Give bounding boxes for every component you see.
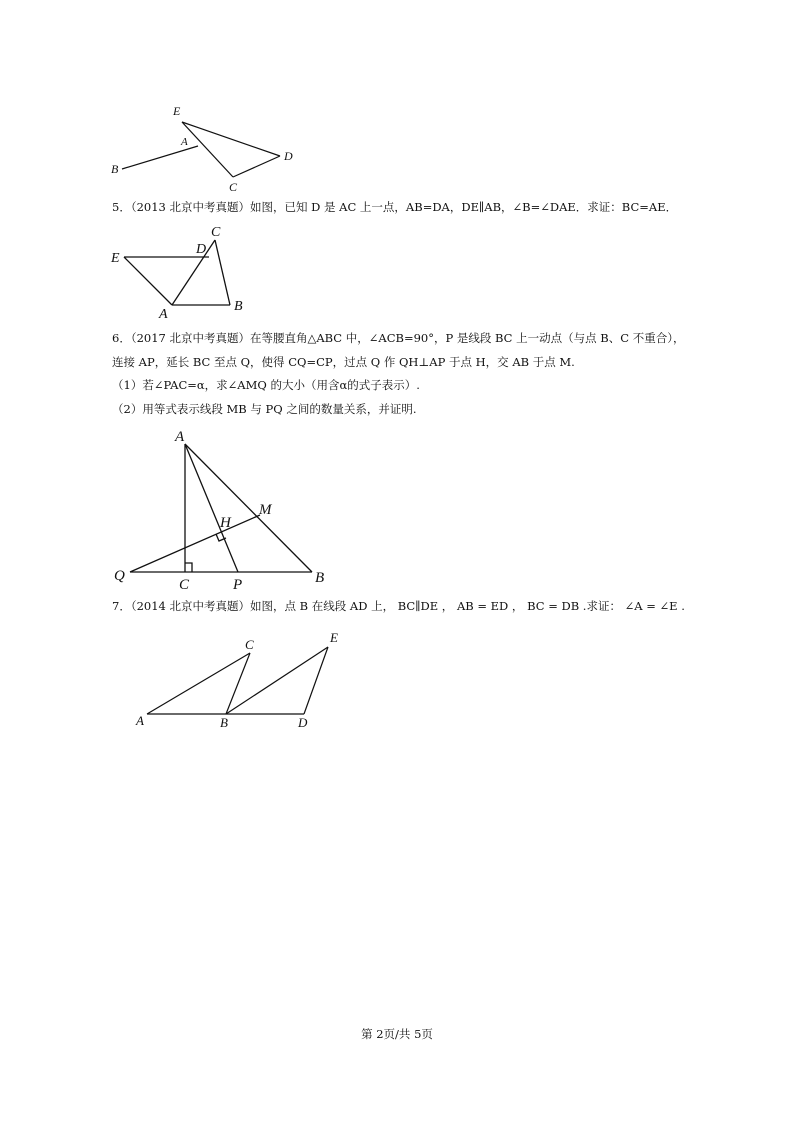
fig3-label-P: P (233, 577, 243, 593)
fig1-label-E: E (173, 104, 181, 118)
fig2-label-A: A (159, 307, 168, 322)
fig4-label-E: E (330, 630, 338, 645)
question-6-line-2: 连接 AP，延长 BC 至点 Q，使得 CQ=CP，过点 Q 作 QH⊥AP 于点 H，交 AB 于点 M. (112, 355, 575, 369)
question-6-line-1: 6．（2017 北京中考真题）在等腰直角△ABC 中，∠ACB=90°，P 是线段 BC 上一动点（与点 B、C 不重合）， (112, 331, 685, 345)
fig3-label-C: C (179, 577, 190, 593)
fig2-label-C: C (211, 225, 221, 240)
fig4-label-A: A (136, 713, 144, 728)
fig1-label-A: A (181, 136, 188, 148)
fig4-label-B: B (220, 715, 228, 730)
fig3-label-A: A (175, 429, 185, 445)
fig3-label-Q: Q (114, 568, 125, 584)
fig2-label-D: D (196, 242, 207, 257)
question-6-part-2: （2）用等式表示线段 MB 与 PQ 之间的数量关系，并证明. (112, 402, 417, 416)
question-7: 7．（2014 北京中考真题）如图，点 B 在线段 AD 上， BC∥DE ， AB = ED ， BC = DB .求证： ∠A = ∠E . (112, 599, 685, 613)
fig2-label-E: E (111, 251, 120, 266)
fig4-label-C: C (245, 637, 254, 652)
fig3-label-H: H (220, 515, 231, 531)
fig1-label-D: D (284, 149, 293, 163)
fig1-label-C: C (229, 180, 238, 194)
fig3-label-B: B (315, 570, 325, 586)
fig1-label-B: B (111, 162, 119, 176)
fig3-label-M: M (259, 502, 272, 518)
question-5: 5．（2013 北京中考真题）如图，已知 D 是 AC 上一点，AB=DA，DE∥AB，∠B=∠DAE．求证：BC=AE． (112, 200, 678, 214)
question-6-part-1: （1）若∠PAC=α，求∠AMQ 的大小（用含α的式子表示）. (112, 378, 420, 392)
page-footer: 第 2页/共 5页 (361, 1027, 433, 1041)
fig2-label-B: B (234, 299, 243, 314)
fig4-label-D: D (298, 715, 308, 730)
